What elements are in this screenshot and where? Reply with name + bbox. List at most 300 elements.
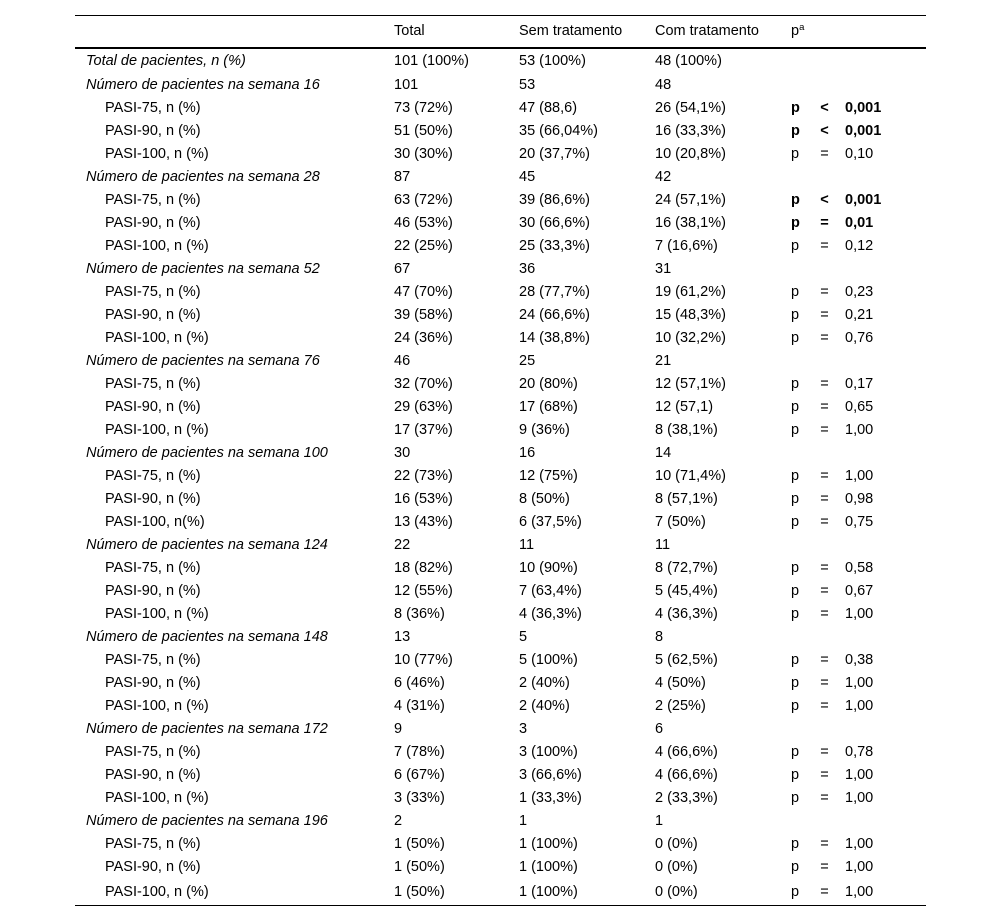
cell-com-tratamento: 2 (25%) [655,698,706,714]
header-label [75,16,385,48]
cell-p-letter [783,718,810,741]
cell-total: 47 (70%) [394,284,453,300]
cell-p-value [839,810,926,833]
cell-total: 87 [394,169,411,185]
cell-p-sign [810,166,839,189]
cell-total: 30 (30%) [394,146,453,162]
cell-com-tratamento: 14 [655,445,672,461]
cell-p-letter: p [791,652,800,668]
row-label: PASI-90, n (%) [105,859,201,875]
cell-p-letter: p [783,879,810,906]
row-label: PASI-90, n (%) [105,675,201,691]
cell-sem-tratamento: 6 (37,5%) [519,514,582,530]
row-label: Número de pacientes na semana 16 [86,77,320,93]
cell-total: 22 [394,537,411,553]
cell-total: 9 [394,721,403,737]
cell-total: 63 (72%) [394,192,453,208]
table-row-group [75,534,926,557]
cell-sem-tratamento: 35 (66,04%) [519,123,598,139]
cell-p-value [839,442,926,465]
row-label: PASI-75, n (%) [105,192,201,208]
row-label: PASI-90, n (%) [105,399,201,415]
cell-sem-tratamento: 5 (100%) [519,652,578,668]
cell-total: 30 [394,445,411,461]
cell-p-sign: = [820,836,829,852]
cell-p-value: 1,00 [845,422,874,438]
cell-com-tratamento: 12 (57,1) [655,399,714,415]
cell-p-value [839,534,926,557]
table-row [75,649,926,672]
cell-sem-tratamento: 17 (68%) [519,399,578,415]
cell-p-value: 0,98 [845,491,874,507]
row-label: PASI-100, n (%) [105,790,209,806]
cell-p-letter [783,350,810,373]
cell-p-letter: p [791,859,800,875]
cell-sem-tratamento: 53 (100%) [519,53,586,69]
cell-sem-tratamento: 3 (66,6%) [519,767,582,783]
cell-p-letter: p [791,790,800,806]
cell-sem-tratamento: 2 (40%) [519,698,570,714]
cell-p-sign: = [820,859,829,875]
cell-sem-tratamento: 9 (36%) [519,422,570,438]
cell-p-sign: = [820,146,829,162]
cell-com-tratamento: 0 (0%) [655,859,698,875]
table-row-group [75,258,926,281]
cell-p-value: 0,001 [845,123,882,139]
cell-p-letter [783,534,810,557]
cell-p-sign: = [820,790,829,806]
cell-com-tratamento: 10 (71,4%) [655,468,726,484]
cell-p-value: 0,21 [845,307,874,323]
table-row [75,327,926,350]
table-row-group [75,718,926,741]
cell-com-tratamento: 21 [655,353,672,369]
cell-total: 6 (67%) [394,767,445,783]
cell-total: 12 (55%) [394,583,453,599]
cell-p-letter: p [791,376,800,392]
cell-p-sign [810,534,839,557]
cell-p-value [839,626,926,649]
table-row [75,856,926,879]
table-row [75,557,926,580]
cell-p-sign: = [820,238,829,254]
cell-com-tratamento: 8 (57,1%) [655,491,718,507]
row-label: Número de pacientes na semana 172 [86,721,328,737]
cell-sem-tratamento: 28 (77,7%) [519,284,590,300]
row-label: Número de pacientes na semana 148 [86,629,328,645]
cell-com-tratamento: 0 (0%) [646,879,783,906]
cell-p-letter [783,810,810,833]
table-row [75,373,926,396]
cell-sem-tratamento: 25 [519,353,536,369]
cell-total: 1 (50%) [394,836,445,852]
cell-sem-tratamento: 25 (33,3%) [519,238,590,254]
cell-p-letter [783,258,810,281]
cell-p-sign: = [820,652,829,668]
cell-total: 13 [394,629,411,645]
cell-total: 32 (70%) [394,376,453,392]
cell-com-tratamento: 48 [655,77,672,93]
header-com-tratamento: Com tratamento [646,16,783,48]
cell-p-sign: = [820,330,829,346]
cell-p-sign: = [820,468,829,484]
cell-p-sign: < [820,123,829,139]
cell-sem-tratamento: 2 (40%) [519,675,570,691]
row-label: PASI-100, n (%) [105,238,209,254]
cell-sem-tratamento: 20 (37,7%) [519,146,590,162]
cell-p-letter: p [791,100,800,116]
cell-p-sign [810,48,839,74]
cell-p-value: 1,00 [845,790,874,806]
table-row [75,511,926,534]
table-row [75,695,926,718]
cell-p-sign: = [820,675,829,691]
cell-p-sign: = [820,284,829,300]
table-header [75,16,926,48]
cell-com-tratamento: 4 (50%) [655,675,706,691]
row-label: PASI-90, n (%) [105,491,201,507]
cell-p-sign: = [820,514,829,530]
cell-p-letter: p [791,330,800,346]
cell-com-tratamento: 26 (54,1%) [655,100,726,116]
cell-sem-tratamento: 14 (38,8%) [519,330,590,346]
cell-total: 7 (78%) [394,744,445,760]
cell-com-tratamento: 31 [655,261,672,277]
cell-p-letter: p [791,215,800,231]
row-label: Número de pacientes na semana 196 [86,813,328,829]
cell-total: 24 (36%) [394,330,453,346]
cell-com-tratamento: 7 (50%) [655,514,706,530]
table-row [75,580,926,603]
cell-total: 17 (37%) [394,422,453,438]
table-row [75,764,926,787]
cell-sem-tratamento: 30 (66,6%) [519,215,590,231]
cell-p-letter: p [791,422,800,438]
cell-p-value: 0,65 [845,399,874,415]
cell-com-tratamento: 7 (16,6%) [655,238,718,254]
cell-total: 46 [394,353,411,369]
cell-sem-tratamento: 53 [519,77,536,93]
cell-com-tratamento: 4 (66,6%) [655,744,718,760]
table-row [75,833,926,856]
table-row [75,189,926,212]
table-row-group [75,350,926,373]
table-row [75,212,926,235]
pasi-results-table [75,15,926,906]
cell-p-sign: = [820,491,829,507]
cell-p-letter [783,48,810,74]
row-label: Número de pacientes na semana 52 [86,261,320,277]
row-label: PASI-100, n (%) [105,698,209,714]
cell-p-value [839,166,926,189]
cell-sem-tratamento: 5 [519,629,528,645]
table-row-group [75,626,926,649]
table-row [75,143,926,166]
cell-p-value [839,718,926,741]
cell-total: 101 (100%) [394,53,469,69]
cell-sem-tratamento: 45 [519,169,536,185]
cell-com-tratamento: 6 [655,721,664,737]
cell-total: 67 [394,261,411,277]
cell-p-value: 1,00 [845,836,874,852]
cell-total: 51 (50%) [394,123,453,139]
cell-p-value [839,74,926,97]
cell-p-letter: p [791,307,800,323]
cell-p-value [839,350,926,373]
cell-p-sign: = [820,307,829,323]
table-row-group [75,442,926,465]
table-row [75,741,926,764]
cell-com-tratamento: 5 (45,4%) [655,583,718,599]
table-row-group [75,810,926,833]
cell-sem-tratamento: 7 (63,4%) [519,583,582,599]
cell-p-letter: p [791,606,800,622]
cell-total: 46 (53%) [394,215,453,231]
cell-sem-tratamento: 36 [519,261,536,277]
cell-p-letter: p [791,284,800,300]
row-label: PASI-90, n (%) [105,123,201,139]
cell-p-letter: p [791,468,800,484]
cell-p-letter: p [791,767,800,783]
cell-p-sign: < [820,192,829,208]
cell-com-tratamento: 4 (36,3%) [655,606,718,622]
cell-p-letter [783,442,810,465]
cell-com-tratamento: 10 (32,2%) [655,330,726,346]
cell-p-value [839,48,926,74]
cell-p-sign [810,626,839,649]
cell-p-sign: = [820,744,829,760]
row-label: PASI-75, n (%) [105,376,201,392]
table-row [75,787,926,810]
cell-com-tratamento: 42 [655,169,672,185]
row-label: Número de pacientes na semana 124 [86,537,328,553]
cell-com-tratamento: 16 (38,1%) [655,215,726,231]
cell-p-sign: = [820,560,829,576]
cell-p-sign: = [820,698,829,714]
cell-p-letter [783,626,810,649]
cell-com-tratamento: 15 (48,3%) [655,307,726,323]
table-row-group [75,166,926,189]
row-label: Número de pacientes na semana 28 [86,169,320,185]
row-label: PASI-90, n (%) [105,583,201,599]
row-label: Total de pacientes, n (%) [86,53,246,69]
cell-total: 101 [394,77,419,93]
cell-p-letter: p [791,675,800,691]
row-label: PASI-90, n (%) [105,307,201,323]
cell-p-value: 0,38 [845,652,874,668]
cell-p-letter: p [791,399,800,415]
cell-p-sign [810,258,839,281]
cell-total: 73 (72%) [394,100,453,116]
cell-p-sign [810,810,839,833]
cell-com-tratamento: 1 [655,813,664,829]
table-row [75,879,926,906]
cell-p-letter: p [791,238,800,254]
cell-p-value [839,258,926,281]
cell-com-tratamento: 16 (33,3%) [655,123,726,139]
table-row [75,396,926,419]
row-label: PASI-75, n (%) [105,744,201,760]
cell-p-sign: = [820,583,829,599]
cell-p-value: 1,00 [839,879,926,906]
cell-sem-tratamento: 47 (88,6) [519,100,578,116]
cell-p-letter: p [791,491,800,507]
cell-p-sign: = [820,606,829,622]
cell-p-value: 0,17 [845,376,874,392]
row-label: Número de pacientes na semana 76 [86,353,320,369]
cell-total: 1 (50%) [394,859,445,875]
cell-sem-tratamento: 1 (100%) [510,879,646,906]
cell-p-letter [783,74,810,97]
cell-total: 18 (82%) [394,560,453,576]
cell-p-sign [810,442,839,465]
row-label: PASI-100, n (%) [105,330,209,346]
table-row [75,304,926,327]
cell-total: 22 (25%) [394,238,453,254]
cell-sem-tratamento: 1 (100%) [519,836,578,852]
header-total: Total [385,16,510,48]
cell-p-value: 0,58 [845,560,874,576]
cell-com-tratamento: 5 (62,5%) [655,652,718,668]
cell-sem-tratamento: 24 (66,6%) [519,307,590,323]
cell-com-tratamento: 48 (100%) [655,53,722,69]
row-label: PASI-100, n (%) [105,146,209,162]
cell-p-sign [810,350,839,373]
cell-p-sign: = [810,879,839,906]
cell-p-value: 1,00 [845,767,874,783]
cell-sem-tratamento: 3 (100%) [519,744,578,760]
table-row [75,488,926,511]
cell-total: 6 (46%) [394,675,445,691]
cell-p-value: 1,00 [845,606,874,622]
cell-p-value: 1,00 [845,859,874,875]
row-label: Número de pacientes na semana 100 [86,445,328,461]
cell-total: 4 (31%) [394,698,445,714]
header-row [75,16,926,48]
cell-total: 1 (50%) [385,879,510,906]
cell-total: 2 [394,813,403,829]
cell-p-value: 0,75 [845,514,874,530]
cell-p-value: 1,00 [845,675,874,691]
cell-com-tratamento: 8 (38,1%) [655,422,718,438]
cell-com-tratamento: 24 (57,1%) [655,192,726,208]
cell-p-sign: = [820,215,829,231]
cell-p-value: 0,001 [845,100,882,116]
cell-p-value: 0,23 [845,284,874,300]
cell-p-letter: p [791,583,800,599]
table-body [75,48,926,906]
cell-com-tratamento: 11 [655,537,671,553]
cell-com-tratamento: 10 (20,8%) [655,146,726,162]
cell-sem-tratamento: 10 (90%) [519,560,578,576]
cell-total: 8 (36%) [394,606,445,622]
row-label: PASI-75, n (%) [105,100,201,116]
row-label: PASI-100, n (%) [105,422,209,438]
cell-com-tratamento: 4 (66,6%) [655,767,718,783]
cell-p-letter: p [791,192,800,208]
cell-p-value: 0,12 [845,238,874,254]
cell-p-value: 0,67 [845,583,874,599]
cell-p-sign: = [820,376,829,392]
row-label: PASI-75, n (%) [105,284,201,300]
cell-total: 16 (53%) [394,491,453,507]
row-label: PASI-75, n (%) [105,468,201,484]
table-row [75,465,926,488]
row-label: PASI-90, n (%) [105,767,201,783]
cell-p-letter: p [791,146,800,162]
cell-total: 29 (63%) [394,399,453,415]
row-label: PASI-90, n (%) [105,215,201,231]
cell-p-value: 1,00 [845,468,874,484]
cell-p-value: 0,78 [845,744,874,760]
cell-com-tratamento: 0 (0%) [655,836,698,852]
cell-p-letter: p [791,836,800,852]
table-row [75,97,926,120]
table-row-group [75,74,926,97]
cell-p-value: 0,76 [845,330,874,346]
cell-sem-tratamento: 12 (75%) [519,468,578,484]
cell-p-letter: p [791,123,800,139]
cell-com-tratamento: 8 (72,7%) [655,560,718,576]
cell-sem-tratamento: 1 (100%) [519,859,578,875]
table-row [75,603,926,626]
cell-p-sign [810,74,839,97]
cell-com-tratamento: 19 (61,2%) [655,284,726,300]
table-row [75,235,926,258]
row-label: PASI-75, n (%) [105,836,201,852]
table-row [75,281,926,304]
row-label: PASI-75, n (%) [105,652,201,668]
cell-p-sign: = [820,767,829,783]
cell-p-letter: p [791,514,800,530]
cell-total: 3 (33%) [394,790,445,806]
cell-p-letter [783,166,810,189]
cell-p-value: 0,01 [845,215,874,231]
cell-sem-tratamento: 4 (36,3%) [519,606,582,622]
cell-com-tratamento: 8 [655,629,664,645]
cell-p-sign: = [820,422,829,438]
cell-p-sign: = [820,399,829,415]
table-row [75,672,926,695]
table-row-group [75,48,926,74]
cell-com-tratamento: 2 (33,3%) [655,790,718,806]
header-p-letter: p [791,23,800,40]
cell-total: 13 (43%) [394,514,453,530]
cell-sem-tratamento: 3 [519,721,528,737]
header-p-value [783,16,926,48]
cell-p-value: 0,001 [845,192,882,208]
row-label: PASI-100, n (%) [105,606,209,622]
header-sem-tratamento: Sem tratamento [510,16,646,48]
cell-sem-tratamento: 8 (50%) [519,491,570,507]
cell-sem-tratamento: 11 [519,537,535,553]
cell-total: 22 (73%) [394,468,453,484]
table-row [75,120,926,143]
cell-sem-tratamento: 20 (80%) [519,376,578,392]
cell-p-letter: p [791,744,800,760]
cell-sem-tratamento: 16 [519,445,536,461]
cell-sem-tratamento: 1 [519,813,528,829]
cell-sem-tratamento: 1 (33,3%) [519,790,582,806]
cell-p-letter: p [791,560,800,576]
cell-p-value: 1,00 [845,698,874,714]
row-label: PASI-75, n (%) [105,560,201,576]
row-label: PASI-100, n (%) [75,879,385,906]
header-p-footnote-mark: a [799,22,805,34]
cell-total: 10 (77%) [394,652,453,668]
cell-p-sign: < [820,100,829,116]
row-label: PASI-100, n(%) [105,514,205,530]
